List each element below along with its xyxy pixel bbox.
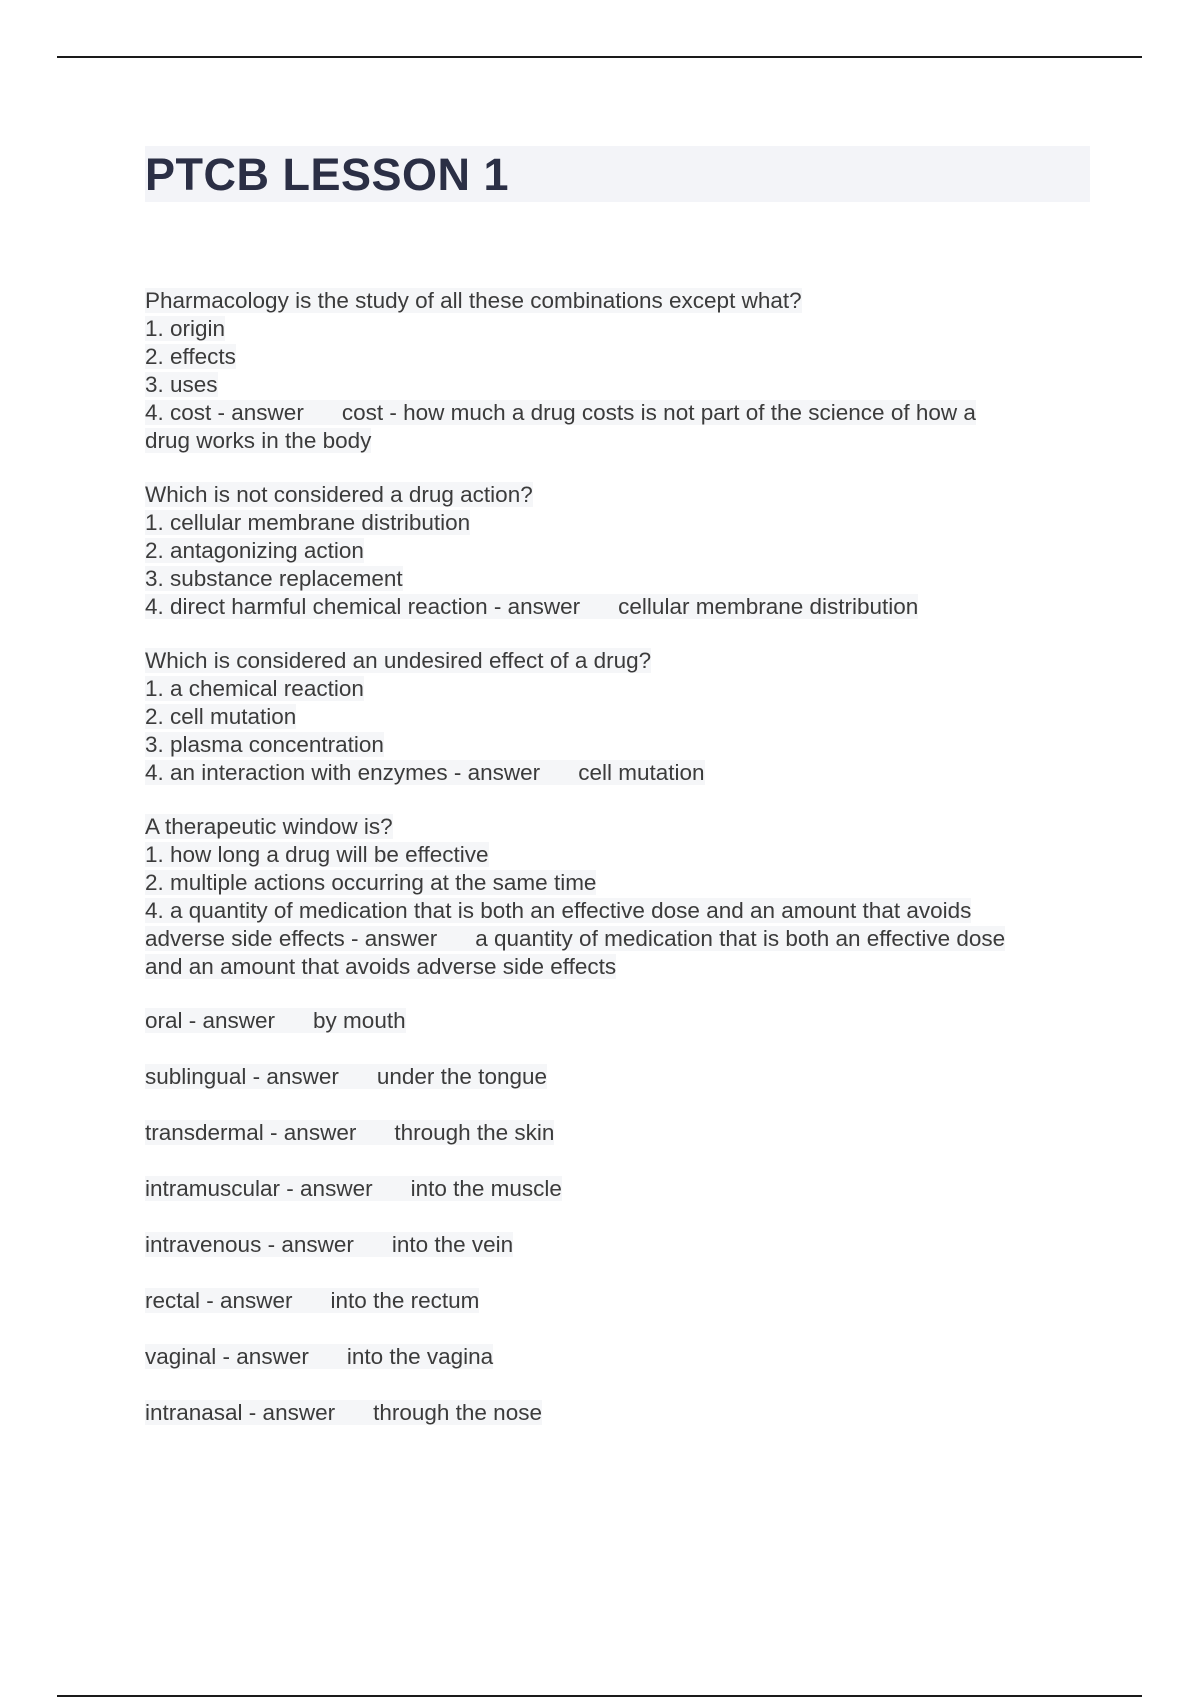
top-rule [57, 56, 1142, 58]
answer-text: a quantity of medication that is both an effective dose [475, 926, 1006, 951]
question-text: Which is not considered a drug action? [145, 482, 533, 507]
term-label: transdermal - answer [145, 1120, 357, 1145]
option: 2. cell mutation [145, 704, 297, 729]
option: 2. antagonizing action [145, 538, 364, 563]
question-text: Pharmacology is the study of all these combinations except what? [145, 288, 802, 313]
term-item [145, 1287, 1090, 1315]
answer-text: cellular membrane distribution [618, 594, 919, 619]
question-block [145, 287, 1090, 455]
option: 1. origin [145, 316, 226, 341]
bottom-rule [57, 1695, 1142, 1697]
term-definition: into the rectum [330, 1288, 480, 1313]
term-label: intramuscular - answer [145, 1176, 373, 1201]
option: 4. a quantity of medication that is both an effective dose and an amount that avoids [145, 898, 972, 923]
term-label: intravenous - answer [145, 1232, 354, 1257]
option: 3. uses [145, 372, 218, 397]
question-block [145, 647, 1090, 787]
option-answer-label: 4. an interaction with enzymes - answer [145, 760, 541, 785]
answer-text-continued: and an amount that avoids adverse side effects [145, 954, 617, 979]
answer-text: cell mutation [578, 760, 705, 785]
term-item [145, 1231, 1090, 1259]
option-answer-label: adverse side effects - answer [145, 926, 438, 951]
answer-text-continued: drug works in the body [145, 428, 372, 453]
option: 1. how long a drug will be effective [145, 842, 489, 867]
term-definition: into the vagina [346, 1344, 494, 1369]
option: 2. multiple actions occurring at the same time [145, 870, 597, 895]
term-definition: by mouth [313, 1008, 406, 1033]
term-item [145, 1343, 1090, 1371]
term-label: sublingual - answer [145, 1064, 339, 1089]
term-label: oral - answer [145, 1008, 276, 1033]
option: 1. cellular membrane distribution [145, 510, 471, 535]
term-item [145, 1007, 1090, 1035]
term-item [145, 1399, 1090, 1427]
question-list [145, 287, 1090, 1427]
term-definition: into the vein [391, 1232, 514, 1257]
option-answer-label: 4. cost - answer [145, 400, 304, 425]
question-block [145, 813, 1090, 981]
option-answer-label: 4. direct harmful chemical reaction - answer [145, 594, 581, 619]
term-label: rectal - answer [145, 1288, 293, 1313]
option: 1. a chemical reaction [145, 676, 364, 701]
question-text: Which is considered an undesired effect of a drug? [145, 648, 652, 673]
term-definition: into the muscle [410, 1176, 562, 1201]
option: 3. plasma concentration [145, 732, 384, 757]
term-item [145, 1119, 1090, 1147]
title-bar [145, 146, 1090, 202]
term-item [145, 1063, 1090, 1091]
term-label: vaginal - answer [145, 1344, 309, 1369]
question-block [145, 481, 1090, 621]
question-text: A therapeutic window is? [145, 814, 393, 839]
answer-text: cost - how much a drug costs is not part of the science of how a [341, 400, 976, 425]
option: 2. effects [145, 344, 236, 369]
term-label: intranasal - answer [145, 1400, 336, 1425]
option: 3. substance replacement [145, 566, 403, 591]
term-definition: through the skin [394, 1120, 555, 1145]
page-content [145, 146, 1090, 1455]
term-item [145, 1175, 1090, 1203]
term-definition: under the tongue [376, 1064, 548, 1089]
page-title: PTCB LESSON 1 [145, 148, 510, 200]
term-definition: through the nose [373, 1400, 542, 1425]
